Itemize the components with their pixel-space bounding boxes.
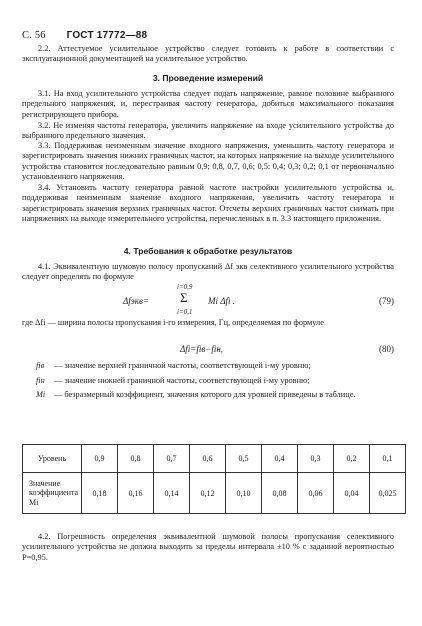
- definition-text: — значение верхней граничной частоты, соответствующей i-му уровню;: [54, 361, 311, 370]
- formula-79-sigma: Σ: [180, 290, 188, 305]
- coefficient-table: [22, 444, 406, 514]
- formula-79-upper-limit: i=0,9: [177, 283, 193, 291]
- section-4-title: 4. Требования к обработке результатов: [123, 246, 293, 256]
- table-header-level: Уровень: [23, 445, 82, 473]
- paragraph-3-2: 3.2. Не изменяя частоты генератора, увеличить напряжение на входе усилительного устройства до выбранного предельного значения.: [22, 121, 394, 141]
- table-cell: 0,14: [154, 473, 190, 514]
- standard-code: ГОСТ 17772—88: [66, 30, 148, 41]
- table-header-coefficient: Значение коэффициента Mi: [23, 473, 82, 514]
- table-cell: 0,5: [226, 445, 262, 473]
- formula-79-lower-limit: i=0,1: [177, 308, 193, 316]
- section-3-title: 3. Проведение измерений: [152, 73, 264, 83]
- table-row: [23, 473, 406, 514]
- equation-number-80: (80): [379, 344, 394, 354]
- definition-item: [22, 361, 394, 372]
- definition-symbol: Mi: [36, 390, 46, 400]
- table-cell: 0,08: [262, 473, 298, 514]
- paragraph-2-2: 2.2. Аттестуемое усилительное устройство следует готовить к работе в соответствии с эксплуатационной документацией на усилительное устройство.: [22, 44, 394, 64]
- formula-79-lhs: Δfэкв=: [123, 296, 149, 306]
- definition-text: — значение нижней граничной частоты, соответствующей i-му уровню;: [54, 375, 310, 385]
- table-cell: 0,6: [190, 445, 226, 473]
- paragraph-4-2: 4.2. Погрешность определения эквивалентной шумовой полосы пропускания селективного усилительного устройства не должна выходить за пределы интервала ±10 % с заданной вероятностью P=0,95.: [22, 532, 394, 562]
- equation-number-79: (79): [379, 296, 394, 306]
- table-cell: 0,18: [82, 473, 118, 514]
- page-number: С. 56: [22, 30, 46, 41]
- where-intro: где Δfi — ширина полосы пропускания i-го измерения, Гц, определяемая по формуле: [22, 318, 324, 327]
- definitions-list: [22, 361, 394, 401]
- paragraph-3-3: 3.3. Поддерживая неизменным значение входного напряжения, уменьшить частоту генератора и зарегистрировать значения нижних граничных частот, на которых напряжение на выходе усилительного устройства становится последовательно равным 0,9; 0,8, 0,7, 0,6; 0,5: 0,4; 0,3; 0,2; 0,1 от первоначально установленного напряжения.: [22, 141, 394, 182]
- definition-symbol: fiн: [36, 375, 45, 385]
- page-header: [22, 30, 147, 41]
- table-cell: 0,12: [190, 473, 226, 514]
- table-cell: 0,4: [262, 445, 298, 473]
- table-cell: 0,7: [154, 445, 190, 473]
- table-cell: 0,04: [334, 473, 370, 514]
- table-cell: 0,8: [118, 445, 154, 473]
- table-cell: 0,2: [334, 445, 370, 473]
- table-cell: 0,1: [370, 445, 406, 473]
- definition-text: — безразмерный коэффициент, значения которого для уровней приведены в таблице.: [54, 390, 356, 400]
- definition-item: [22, 390, 394, 401]
- table-cell: 0,025: [370, 473, 406, 514]
- formula-80-expr: Δfi=fiв−fiн,: [180, 344, 224, 354]
- definition-symbol: fiв: [36, 361, 45, 370]
- formula-79-rhs: Mi Δfi .: [208, 296, 236, 306]
- paragraph-4-1: 4.1. Эквивалентную шумовую полосу пропусканий Δf экв селективного усилительного устройства следует определять по формуле: [22, 262, 394, 282]
- table-cell: 0,9: [82, 445, 118, 473]
- paragraph-3-1: 3.1. На вход усилительного устройства следует подать напряжение, равное половине выбранного предельного напряжения, и, перестраивая частоту генератора, добиться максимального показания регистрирующего прибора.: [22, 89, 394, 119]
- table-cell: 0,06: [298, 473, 334, 514]
- table-cell: 0,3: [298, 445, 334, 473]
- table-row: [23, 445, 406, 473]
- paragraph-3-4: 3.4. Установить частоту генератора равной частоте настройки усилительного устройства и, поддерживая неизменным значение входного напряжения, увеличить частоту генератора и зарегистрировать значения верхних граничных частот. Отсчеты верхних граничных частот снимать при напряжениях на выходе измерительного устройства, перечисленных в п. 3.3 настоящего приложения.: [22, 183, 394, 224]
- table-cell: 0,16: [118, 473, 154, 514]
- definition-item: [22, 376, 394, 387]
- table-cell: 0,10: [226, 473, 262, 514]
